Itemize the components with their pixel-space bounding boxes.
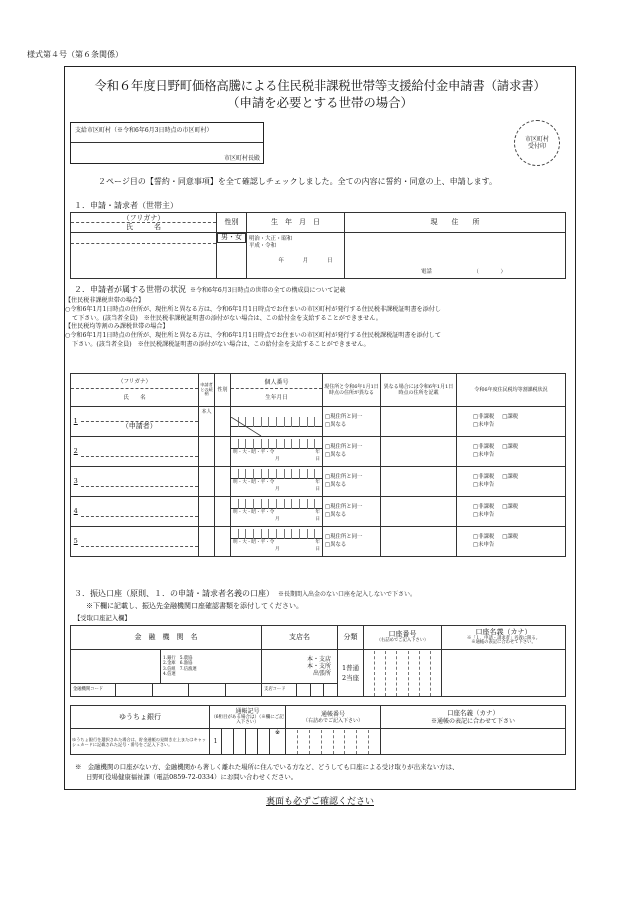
mynumber-digit-cell[interactable] bbox=[245, 469, 253, 479]
mynumber-digit-cell[interactable] bbox=[268, 529, 276, 539]
col-relation: 申請者との続柄 bbox=[199, 374, 215, 407]
yucho-table bbox=[70, 705, 566, 755]
mynumber-digit-cell[interactable] bbox=[231, 439, 238, 449]
nontax-checkbox[interactable]: □非課税 bbox=[473, 503, 495, 510]
yucho-sym-kome[interactable]: ※ bbox=[270, 729, 286, 755]
account-digit-cell[interactable] bbox=[297, 730, 309, 754]
month-unit: 月 bbox=[275, 486, 280, 492]
mynumber-digit-cell[interactable] bbox=[307, 439, 315, 449]
pertax-text-a: ○令和6年1月1日時点の住所が、現住所と異なる方は、令和6年1月1日時点でお住まいの市区町村が発行する住民税課税証明書を添付して bbox=[65, 332, 441, 340]
yucho-sym-cell[interactable] bbox=[234, 729, 246, 755]
yucho-sym-cell[interactable] bbox=[246, 729, 258, 755]
household-rows-table bbox=[70, 406, 566, 557]
birth-label: 生 年 月 日 bbox=[247, 213, 345, 233]
same-address-field[interactable] bbox=[323, 467, 381, 497]
mynumber-digit-cell[interactable] bbox=[238, 529, 246, 539]
mynumber-digit-cell[interactable] bbox=[314, 529, 322, 539]
prev-address-field[interactable] bbox=[381, 527, 457, 557]
col-furigana: （フリガナ） bbox=[71, 379, 198, 389]
member-furigana-field[interactable] bbox=[81, 507, 199, 517]
yucho-num-label: 通帳番号 bbox=[320, 710, 345, 718]
footer-note-1: ※ 金融機関の口座がない方、金融機関から著しく離れた場所に住んでいる方など、どうしても口座による受け取りが出来ない方は、 bbox=[75, 763, 459, 771]
col-mynumber: 個人番号 bbox=[231, 379, 322, 389]
mynumber-digit-cell[interactable] bbox=[245, 529, 253, 539]
bank-code-label: 金融機関コード bbox=[73, 687, 104, 693]
month-unit: 月 bbox=[275, 516, 280, 522]
mynumber-digit-cell[interactable] bbox=[314, 499, 322, 509]
addressee-suffix: 市区町村長殿 bbox=[223, 154, 260, 162]
mynumber-digit-cell[interactable] bbox=[268, 439, 276, 449]
same-checkbox[interactable]: □現住所と同一 bbox=[325, 533, 363, 540]
yucho-label: ゆうちょ銀行 bbox=[71, 706, 210, 729]
form-title: 令和６年度日野町価格高騰による住民税非課税世帯等支援給付金申請書（請求書） bbox=[94, 78, 546, 93]
mynumber-digit-cell[interactable] bbox=[307, 469, 315, 479]
member-mynumber-field[interactable] bbox=[231, 437, 323, 467]
form-number: 様式第４号（第６条関係） bbox=[27, 50, 123, 59]
account-digit-cell[interactable] bbox=[396, 651, 407, 696]
gender-label: 性別 bbox=[217, 213, 247, 233]
stamp-line1: 市区町村 bbox=[524, 135, 549, 143]
tax-status-field[interactable] bbox=[457, 527, 566, 557]
account-digit-cell[interactable] bbox=[321, 730, 333, 754]
prev-address-field[interactable] bbox=[381, 467, 457, 497]
account-digit-cell[interactable] bbox=[356, 730, 368, 754]
mynumber-digit-cell[interactable] bbox=[238, 469, 246, 479]
address-field[interactable] bbox=[345, 233, 566, 279]
branch-code-field[interactable] bbox=[262, 684, 338, 697]
member-furigana-field[interactable] bbox=[81, 447, 199, 457]
member-mynumber-field[interactable] bbox=[231, 497, 323, 527]
day-unit: 日 bbox=[315, 456, 320, 462]
mynumber-digit-cell[interactable] bbox=[307, 529, 315, 539]
mynumber-digit-cell[interactable] bbox=[261, 529, 269, 539]
prev-address-field[interactable] bbox=[381, 407, 457, 437]
bank-name-label: 金 融 機 関 名 bbox=[71, 626, 262, 650]
month-unit: 月 bbox=[275, 456, 280, 462]
unfiled-checkbox[interactable]: □未申告 bbox=[473, 541, 495, 548]
footer-note-2: 日野町役場健康福祉課（電話0859-72-0334）にお問い合わせください。 bbox=[86, 772, 298, 781]
yucho-holder-note: ※通帳の表記に合わせて下さい bbox=[430, 717, 515, 725]
year-unit: 年 bbox=[315, 450, 320, 456]
section2-note: ※令和6年6月3日時点の世帯の全ての構成員について記載 bbox=[190, 287, 346, 294]
member-gender-field[interactable] bbox=[215, 527, 231, 557]
member-gender-field[interactable] bbox=[215, 497, 231, 527]
col-same-address: 現住所と令和6年1月1日時点の住所が異なる bbox=[323, 374, 381, 407]
yucho-holder-label: 口座名義（カナ） bbox=[447, 708, 499, 717]
same-checkbox[interactable]: □現住所と同一 bbox=[325, 473, 363, 480]
household-table bbox=[70, 373, 566, 407]
account-digit-cell[interactable] bbox=[344, 730, 356, 754]
footer-note bbox=[75, 763, 458, 783]
mynumber-digit-cell[interactable] bbox=[238, 439, 246, 449]
mynumber-digit-cell[interactable] bbox=[245, 499, 253, 509]
mynumber-digit-cell[interactable] bbox=[253, 499, 261, 509]
mynumber-digit-cell[interactable] bbox=[276, 529, 284, 539]
acct-number-field[interactable] bbox=[364, 650, 442, 697]
account-digit-cell[interactable] bbox=[309, 730, 321, 754]
holder-note2: ※通帳の表記に合わせて下さい。 bbox=[471, 640, 536, 646]
section3-note: ※長期間入出金のない口座を記入しないで下さい。 bbox=[278, 591, 417, 598]
member-furigana-field[interactable] bbox=[81, 412, 199, 422]
holder-label: 口座名義（カナ） bbox=[475, 628, 532, 637]
holder-field[interactable] bbox=[442, 650, 566, 697]
gender-field[interactable] bbox=[217, 233, 246, 243]
era-options[interactable]: 明・大・昭・平・令 bbox=[233, 540, 275, 546]
yucho-sym-1: 1 bbox=[210, 729, 222, 755]
branch-type-1[interactable]: 本・支店 bbox=[307, 655, 332, 663]
mynumber-digit-cell[interactable] bbox=[268, 469, 276, 479]
pertax-heading: 【住民税均等割のみ課税世帯の場合】 bbox=[65, 323, 169, 331]
era-options[interactable]: 明・大・昭・平・令 bbox=[233, 510, 275, 516]
differ-checkbox[interactable]: □異なる bbox=[325, 481, 347, 488]
member-mynumber-field[interactable] bbox=[231, 467, 323, 497]
year-unit: 年 bbox=[315, 510, 320, 516]
yucho-sym-note: （6桁目がある場合は）（※欄にご記入下さい） bbox=[211, 714, 284, 725]
bank-type-1[interactable]: 1.銀行 bbox=[163, 656, 176, 662]
yucho-number-field[interactable] bbox=[286, 729, 381, 755]
mynumber-digit-cell[interactable] bbox=[276, 499, 284, 509]
household-row bbox=[71, 407, 566, 437]
same-checkbox[interactable]: □現住所と同一 bbox=[325, 443, 363, 450]
acct-label: 口座番号 bbox=[388, 630, 417, 639]
section1-heading: １．申請・請求者（世帯主） bbox=[74, 201, 178, 210]
mynumber-digit-cell[interactable] bbox=[284, 469, 292, 479]
day-unit: 日 bbox=[315, 486, 320, 492]
mynumber-digit-cell[interactable] bbox=[231, 499, 238, 509]
yucho-sym-label: 通帳記号 bbox=[235, 708, 260, 715]
nontax-checkbox[interactable]: □非課税 bbox=[473, 413, 495, 420]
kind-label: 分類 bbox=[338, 626, 364, 650]
member-gender-field[interactable] bbox=[215, 437, 231, 467]
era-options[interactable]: 明・大・昭・平・令 bbox=[233, 450, 275, 456]
same-address-field[interactable] bbox=[323, 527, 381, 557]
mynumber-digit-cell[interactable] bbox=[291, 529, 299, 539]
mynumber-digit-cell[interactable] bbox=[231, 529, 238, 539]
differ-checkbox[interactable]: □異なる bbox=[325, 511, 347, 518]
stamp-line2: 受付印 bbox=[527, 143, 546, 150]
col-prev-address: 異なる場合には令和6年1月1日時点の住所を記載 bbox=[381, 374, 457, 407]
female-option[interactable]: 女 bbox=[235, 233, 242, 241]
mynumber-digit-cell[interactable] bbox=[291, 499, 299, 509]
gender-dot: ・ bbox=[228, 233, 235, 241]
member-name-field[interactable] bbox=[81, 422, 199, 431]
member-furigana-field[interactable] bbox=[81, 537, 199, 547]
nontax-text-a: ○令和6年1月1日時点の住所が、現住所と異なる方は、令和6年1月1日時点でお住まいの市区町村が発行する住民税非課税証明書を添付し bbox=[65, 305, 441, 313]
account-digit-cell[interactable] bbox=[364, 651, 374, 696]
mynumber-digit-cell[interactable] bbox=[238, 499, 246, 509]
nontax-checkbox[interactable]: □非課税 bbox=[473, 533, 495, 540]
tax-checkbox[interactable]: □課税 bbox=[502, 503, 519, 510]
row-number: 1 bbox=[71, 407, 81, 437]
era-options[interactable]: 明・大・昭・平・令 bbox=[233, 480, 275, 486]
bank-type-3[interactable]: 3.信組 bbox=[163, 666, 176, 672]
prev-address-field[interactable] bbox=[381, 497, 457, 527]
branch-label: 支店名 bbox=[262, 626, 338, 650]
mynumber-digit-cell[interactable] bbox=[299, 439, 307, 449]
kind-field[interactable] bbox=[338, 650, 364, 697]
pertax-text-b: 下さい。(該当者全員) ※住民税課税証明書の添付がない場合は、この給付金を支給することができません。 bbox=[72, 341, 370, 349]
mynumber-digit-cell[interactable] bbox=[314, 469, 322, 479]
section2-title: ２．申請者が属する世帯の状況 bbox=[74, 285, 186, 294]
form-subtitle: （申請を必要とする世帯の場合） bbox=[227, 95, 413, 110]
member-relation-field[interactable] bbox=[199, 527, 215, 557]
tax-checkbox[interactable]: □課税 bbox=[502, 413, 519, 420]
tel-paren: （ ） bbox=[473, 269, 506, 276]
name-label: 氏 名 bbox=[126, 222, 161, 231]
branch-name-field[interactable] bbox=[262, 650, 338, 684]
tax-status-field[interactable] bbox=[457, 467, 566, 497]
eras-line1: 明治・大正・昭和 bbox=[249, 236, 293, 242]
furigana-label: （フリガナ） bbox=[71, 214, 216, 223]
yucho-sym-cell[interactable] bbox=[222, 729, 234, 755]
bank-name-field[interactable] bbox=[71, 650, 161, 684]
mynumber-digit-cell[interactable] bbox=[268, 499, 276, 509]
addressee-label: 支給市区町村（※令和6年6月3日時点の市区町村） bbox=[71, 123, 263, 143]
mynumber-digit-cell[interactable] bbox=[253, 439, 261, 449]
col-birth: 生年月日 bbox=[265, 394, 288, 401]
row-number: 4 bbox=[71, 497, 81, 527]
self-tag: 本人 bbox=[201, 409, 212, 415]
intro-text: ２ページ目の【誓約・同意事項】を全て確認しチェックしました。全ての内容に誓約・同意の上、申請します。 bbox=[98, 177, 497, 186]
unfiled-checkbox[interactable]: □未申告 bbox=[473, 481, 495, 488]
account-digit-cell[interactable] bbox=[286, 730, 297, 754]
same-address-field[interactable] bbox=[323, 497, 381, 527]
mynumber-digit-cell[interactable] bbox=[261, 439, 269, 449]
male-option[interactable]: 男 bbox=[221, 233, 228, 241]
applicant-table bbox=[70, 212, 566, 279]
bank-code-field[interactable] bbox=[71, 684, 262, 697]
tax-checkbox[interactable]: □課税 bbox=[502, 473, 519, 480]
year-unit: 年 bbox=[278, 257, 284, 264]
nontax-text-b: て下さい。(該当者全員) ※住民税非課税証明書の添付がない場合は、この給付金を支給することができません。 bbox=[72, 314, 382, 322]
day-unit: 日 bbox=[315, 516, 320, 522]
col-gender: 性別 bbox=[215, 374, 231, 407]
addressee-box bbox=[70, 122, 264, 164]
member-relation-field[interactable] bbox=[199, 497, 215, 527]
bank-type-4[interactable]: 4.信連 bbox=[163, 671, 176, 677]
mynumber-digit-cell[interactable] bbox=[276, 439, 284, 449]
month-unit: 月 bbox=[302, 257, 309, 264]
applicant-name-field[interactable] bbox=[71, 233, 217, 279]
nontax-heading: 【住民税非課税世帯の場合】 bbox=[65, 297, 145, 304]
yucho-note: ゆうちょ銀行を選択された場合は、貯金通帳の見開き左上またはキャッシュカードに記載された記号・番号をご記入下さい。 bbox=[71, 729, 210, 755]
eras-line2: 平成・令和 bbox=[249, 242, 276, 249]
member-mynumber-field[interactable] bbox=[231, 527, 323, 557]
col-tax-status: 令和6年度住民税均等割課税状況 bbox=[457, 374, 566, 407]
diagonal-slash bbox=[231, 417, 323, 436]
household-row bbox=[71, 527, 566, 557]
bank-table bbox=[70, 625, 566, 697]
applicant-tag: （申請者） bbox=[121, 422, 157, 431]
same-address-field[interactable] bbox=[323, 407, 381, 437]
member-relation-field[interactable] bbox=[199, 467, 215, 497]
differ-checkbox[interactable]: □異なる bbox=[325, 421, 347, 428]
unfiled-checkbox[interactable]: □未申告 bbox=[473, 451, 495, 458]
same-checkbox[interactable]: □現住所と同一 bbox=[325, 413, 363, 420]
mynumber-digit-cell[interactable] bbox=[307, 499, 315, 509]
differ-checkbox[interactable]: □異なる bbox=[325, 451, 347, 458]
differ-checkbox[interactable]: □異なる bbox=[325, 541, 347, 548]
mynumber-digit-cell[interactable] bbox=[299, 529, 307, 539]
yucho-sym-cell[interactable] bbox=[258, 729, 270, 755]
account-digit-cell[interactable] bbox=[368, 730, 380, 754]
nontax-checkbox[interactable]: □非課税 bbox=[473, 443, 495, 450]
unfiled-checkbox[interactable]: □未申告 bbox=[473, 511, 495, 518]
tax-status-field[interactable] bbox=[457, 437, 566, 467]
account-box-label: 【受取口座記入欄】 bbox=[74, 615, 131, 622]
year-unit: 年 bbox=[315, 540, 320, 546]
tax-status-field[interactable] bbox=[457, 497, 566, 527]
section3-title: ３．振込口座（原則、１．の申請・請求者名義の口座） bbox=[74, 589, 274, 598]
mynumber-digit-cell[interactable] bbox=[253, 529, 261, 539]
account-digit-cell[interactable] bbox=[419, 651, 430, 696]
mynumber-digit-cell[interactable] bbox=[253, 469, 261, 479]
mynumber-digit-cell[interactable] bbox=[245, 439, 253, 449]
member-gender-field[interactable] bbox=[215, 407, 231, 437]
yucho-holder-field[interactable] bbox=[381, 729, 566, 755]
mynumber-digit-cell[interactable] bbox=[284, 439, 292, 449]
tel-label: 電話 bbox=[421, 269, 432, 276]
tax-checkbox[interactable]: □課税 bbox=[502, 443, 519, 450]
member-furigana-field[interactable] bbox=[81, 477, 199, 487]
kind-current[interactable]: 2当座 bbox=[341, 674, 360, 682]
municipality-field[interactable] bbox=[71, 143, 263, 163]
kind-ordinary[interactable]: 1普通 bbox=[341, 663, 360, 672]
account-note: ※下欄に記載し、振込先金融機関口座確認書類を添付してください。 bbox=[86, 602, 303, 610]
unfiled-checkbox[interactable]: □未申告 bbox=[473, 421, 495, 428]
mynumber-digit-cell[interactable] bbox=[314, 439, 322, 449]
row-number: 5 bbox=[71, 527, 81, 557]
bank-type-2[interactable]: 2.金庫 bbox=[163, 661, 176, 667]
mynumber-digit-cell[interactable] bbox=[276, 469, 284, 479]
back-page-note: 裏面も必ずご確認ください bbox=[265, 797, 374, 807]
birthdate-field[interactable] bbox=[247, 233, 345, 279]
yucho-num-note: （右詰めでご記入下さい） bbox=[302, 717, 363, 724]
member-gender-field[interactable] bbox=[215, 467, 231, 497]
branch-type-2[interactable]: 本・支所 bbox=[307, 662, 332, 670]
year-unit: 年 bbox=[315, 480, 320, 486]
mynumber-digit-cell[interactable] bbox=[291, 439, 299, 449]
account-digit-cell[interactable] bbox=[408, 651, 419, 696]
section3-heading bbox=[74, 589, 416, 599]
row-number: 2 bbox=[71, 437, 81, 467]
household-row bbox=[71, 437, 566, 467]
member-relation-field[interactable] bbox=[199, 437, 215, 467]
tax-checkbox[interactable]: □課税 bbox=[502, 533, 519, 540]
household-row bbox=[71, 467, 566, 497]
address-label: 現 住 所 bbox=[345, 213, 566, 233]
account-digit-cell[interactable] bbox=[333, 730, 345, 754]
prev-address-field[interactable] bbox=[381, 437, 457, 467]
holder-note1: ※「１．申請・請求者」名義に限る。 bbox=[467, 635, 541, 641]
member-mynumber-field[interactable] bbox=[231, 407, 323, 437]
bank-type-7[interactable]: 7.信漁連 bbox=[179, 666, 197, 672]
day-unit: 日 bbox=[327, 257, 333, 264]
mynumber-digit-cell[interactable] bbox=[284, 499, 292, 509]
mynumber-digit-cell[interactable] bbox=[291, 469, 299, 479]
same-checkbox[interactable]: □現住所と同一 bbox=[325, 503, 363, 510]
mynumber-digit-cell[interactable] bbox=[299, 499, 307, 509]
mynumber-digit-cell[interactable] bbox=[261, 499, 269, 509]
mynumber-digit-cell[interactable] bbox=[284, 529, 292, 539]
reception-stamp bbox=[514, 120, 560, 166]
nontax-checkbox[interactable]: □非課税 bbox=[473, 473, 495, 480]
account-digit-cell[interactable] bbox=[374, 651, 385, 696]
household-rows bbox=[70, 406, 566, 557]
branch-type-3[interactable]: 出張所 bbox=[313, 670, 332, 678]
month-unit: 月 bbox=[275, 546, 280, 552]
account-digit-cell[interactable] bbox=[430, 651, 441, 696]
same-address-field[interactable] bbox=[323, 437, 381, 467]
tax-status-field[interactable] bbox=[457, 407, 566, 437]
household-row bbox=[71, 497, 566, 527]
mynumber-digit-cell[interactable] bbox=[261, 469, 269, 479]
account-digit-cell[interactable] bbox=[385, 651, 396, 696]
col-name: 氏 名 bbox=[123, 394, 146, 401]
bank-type-5[interactable]: 5.農協 bbox=[179, 656, 193, 662]
row-number: 3 bbox=[71, 467, 81, 497]
section2-heading bbox=[74, 285, 345, 295]
member-relation-field[interactable] bbox=[199, 407, 215, 437]
applicant-furigana-field[interactable] bbox=[71, 233, 216, 244]
acct-note: （右詰めでご記入下さい） bbox=[376, 637, 429, 643]
day-unit: 日 bbox=[315, 546, 320, 552]
bank-type-6[interactable]: 6.漁協 bbox=[179, 661, 193, 667]
mynumber-digit-cell[interactable] bbox=[231, 469, 238, 479]
household-notes bbox=[65, 297, 573, 350]
mynumber-digit-cell[interactable] bbox=[299, 469, 307, 479]
branch-code-label: 支店コード bbox=[264, 687, 286, 693]
